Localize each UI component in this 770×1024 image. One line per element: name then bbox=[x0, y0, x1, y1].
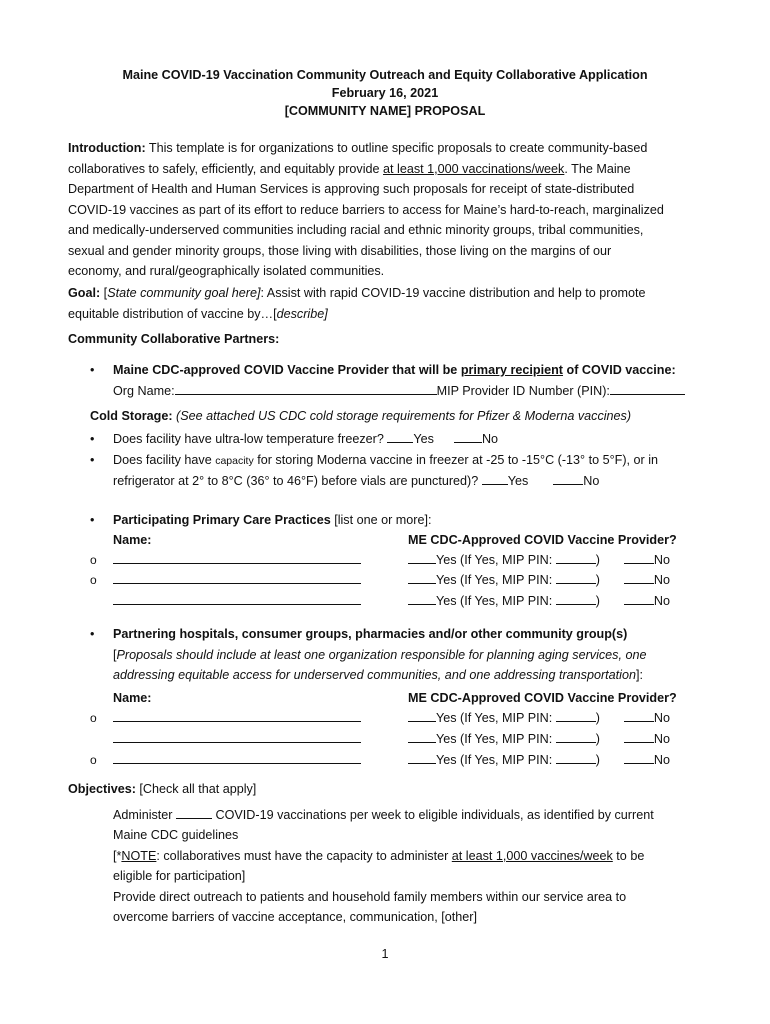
pc-close: ) bbox=[595, 594, 600, 608]
h-no-label: No bbox=[653, 732, 671, 746]
refrigerator-text: refrigerator at 2° to 8°C (36° to 46°F) before vials are punctured)? bbox=[113, 474, 479, 488]
primary-care-provider-answer bbox=[408, 591, 670, 612]
moderna-capacity-text bbox=[113, 450, 658, 472]
goal-text-1b: : Assist with rapid COVID-19 vaccine distribution and help to promote bbox=[260, 286, 646, 300]
vaccinations-count-field[interactable] bbox=[176, 805, 212, 819]
hospitals-heading: Partnering hospitals, consumer groups, pharmacies and/or other community group(s) bbox=[113, 627, 628, 641]
title-proposal: [COMMUNITY NAME] PROPOSAL bbox=[284, 104, 486, 118]
goal-placeholder: State community goal here] bbox=[107, 286, 261, 300]
hospital-name-field[interactable] bbox=[113, 750, 361, 764]
note-text-1: Proposals should include at least one organization responsible for planning aging services, one bbox=[116, 648, 647, 662]
primary-care-name-field[interactable] bbox=[113, 570, 361, 584]
primary-care-heading-row bbox=[113, 510, 432, 531]
pc-no-field[interactable] bbox=[624, 591, 654, 605]
hospital-row bbox=[113, 750, 361, 771]
intro-text-4: COVID-19 vaccines as part of its effort to reduce barriers to access for Maine’s hard-to-reach, marginalized bbox=[68, 202, 664, 217]
ultra-low-freezer-text bbox=[113, 429, 498, 450]
objectives-label: Objectives: bbox=[68, 782, 136, 796]
h-yes-label: Yes (If Yes, MIP PIN: bbox=[436, 732, 553, 746]
objective-1-text-b: COVID-19 vaccinations per week to eligible individuals, as identified by current bbox=[212, 808, 654, 822]
objective-outreach-line-2: overcome barriers of vaccine acceptance, communication, [other] bbox=[113, 910, 477, 924]
hospitals-note-line-2 bbox=[113, 665, 643, 686]
title-line-1: Maine COVID-19 Vaccination Community Outreach and Equity Collaborative Application bbox=[122, 68, 648, 82]
org-name-field[interactable] bbox=[175, 381, 437, 395]
h-yes-field[interactable] bbox=[408, 729, 436, 743]
hospitals-marker-1: o bbox=[90, 711, 97, 725]
pc-pin-field[interactable] bbox=[556, 570, 596, 584]
freezer-yes-label: Yes bbox=[413, 432, 434, 446]
introduction-label: Introduction: bbox=[68, 141, 146, 155]
h-pin-field[interactable] bbox=[556, 750, 596, 764]
document-title bbox=[0, 66, 770, 120]
mip-pin-label: MIP Provider ID Number (PIN): bbox=[436, 384, 610, 398]
bullet-icon: • bbox=[90, 513, 95, 527]
org-name-label: Org Name: bbox=[113, 384, 175, 398]
pc-yes-field[interactable] bbox=[408, 570, 436, 584]
hospital-provider-answer bbox=[408, 750, 670, 771]
intro-text-6: sexual and gender minority groups, those living with disabilities, those living on the margins of our bbox=[68, 243, 612, 258]
hospital-name-field[interactable] bbox=[113, 729, 361, 743]
hospitals-provider-column: ME CDC-Approved COVID Vaccine Provider? bbox=[408, 691, 677, 705]
hospitals-name-column: Name: bbox=[113, 691, 152, 705]
pc-pin-field[interactable] bbox=[556, 591, 596, 605]
hospitals-note-line-1 bbox=[113, 645, 646, 666]
goal-text-2a: equitable distribution of vaccine by…[ bbox=[68, 306, 277, 321]
provider-heading bbox=[113, 360, 676, 381]
pc-no-label: No bbox=[653, 553, 671, 567]
h-yes-field[interactable] bbox=[408, 708, 436, 722]
h-no-label: No bbox=[653, 753, 671, 767]
primary-care-heading: Participating Primary Care Practices bbox=[113, 513, 331, 527]
primary-care-name-field[interactable] bbox=[113, 591, 361, 605]
h-pin-field[interactable] bbox=[556, 729, 596, 743]
goal-paragraph bbox=[68, 283, 728, 324]
h-yes-field[interactable] bbox=[408, 750, 436, 764]
intro-text-7: economy, and rural/geographically isolated communities. bbox=[68, 264, 385, 278]
bullet-icon: • bbox=[90, 363, 95, 377]
note-close: ]: bbox=[635, 668, 643, 682]
intro-text-5: and medically-underserved communities including racial and ethnic minority groups, tribal communities, bbox=[68, 223, 644, 237]
primary-care-name-field[interactable] bbox=[113, 550, 361, 564]
provider-heading-text: Maine CDC-approved COVID Vaccine Provider that will be bbox=[113, 363, 461, 377]
pc-close: ) bbox=[595, 553, 600, 567]
pc-yes-label: Yes (If Yes, MIP PIN: bbox=[436, 553, 553, 567]
h-pin-field[interactable] bbox=[556, 708, 596, 722]
pc-no-field[interactable] bbox=[624, 570, 654, 584]
capacity-word: capacity bbox=[215, 455, 254, 467]
pc-pin-field[interactable] bbox=[556, 550, 596, 564]
page-number: 1 bbox=[381, 947, 389, 961]
ultra-low-freezer-label: Does facility have ultra-low temperature freezer? bbox=[113, 432, 384, 446]
h-no-field[interactable] bbox=[624, 708, 654, 722]
refrigerator-yes-label: Yes bbox=[507, 474, 529, 488]
note-text-2: addressing equitable access for underserved communities, and one addressing transportation bbox=[113, 668, 636, 682]
pc-yes-label: Yes (If Yes, MIP PIN: bbox=[436, 594, 553, 608]
note-text: : collaboratives must have the capacity to administer bbox=[156, 849, 452, 863]
primary-care-marker-1: o bbox=[90, 553, 97, 567]
pc-yes-label: Yes (If Yes, MIP PIN: bbox=[436, 573, 553, 587]
primary-recipient-text: primary recipient bbox=[460, 363, 564, 377]
cold-storage-note: (See attached US CDC cold storage requirements for Pfizer & Moderna vaccines) bbox=[172, 409, 632, 423]
primary-care-provider-answer bbox=[408, 550, 670, 571]
note-open: [* bbox=[113, 849, 122, 863]
goal-label: Goal: bbox=[68, 286, 101, 300]
freezer-yes-field[interactable] bbox=[387, 429, 413, 443]
hospital-name-field[interactable] bbox=[113, 708, 361, 722]
hospital-provider-answer bbox=[408, 708, 670, 729]
primary-care-row bbox=[113, 570, 361, 591]
hospital-row bbox=[113, 729, 361, 750]
primary-care-row bbox=[113, 591, 361, 612]
note-bracket: [ bbox=[113, 648, 117, 662]
hospital-provider-answer bbox=[408, 729, 670, 750]
h-close: ) bbox=[595, 753, 600, 767]
pc-close: ) bbox=[595, 573, 600, 587]
objective-note-line-1 bbox=[113, 846, 644, 867]
objectives-heading-row bbox=[68, 779, 256, 800]
freezer-no-label: No bbox=[481, 432, 499, 446]
objective-1-text-a: Administer bbox=[113, 808, 176, 822]
objective-outreach-line-1[interactable]: Provide direct outreach to patients and household family members within our service area to bbox=[113, 890, 627, 904]
bullet-icon: • bbox=[90, 627, 95, 641]
freezer-no-field[interactable] bbox=[454, 429, 482, 443]
intro-text-2b: . The Maine bbox=[564, 161, 631, 176]
cold-storage-row bbox=[90, 406, 631, 427]
refrigerator-row bbox=[113, 471, 599, 492]
hospital-row bbox=[113, 708, 361, 729]
h-no-field[interactable] bbox=[624, 750, 654, 764]
primary-care-name-column: Name: bbox=[113, 533, 152, 547]
refrigerator-no-field[interactable] bbox=[553, 471, 583, 485]
note-label: NOTE bbox=[121, 849, 157, 863]
hospitals-marker-3: o bbox=[90, 753, 97, 767]
refrigerator-no-label: No bbox=[583, 474, 600, 488]
pc-yes-field[interactable] bbox=[408, 550, 436, 564]
h-no-field[interactable] bbox=[624, 729, 654, 743]
goal-text: [ bbox=[100, 286, 108, 300]
primary-care-row bbox=[113, 550, 361, 571]
provider-heading-end: of COVID vaccine: bbox=[563, 363, 676, 377]
primary-care-marker-2: o bbox=[90, 573, 97, 587]
primary-care-provider-answer bbox=[408, 570, 670, 591]
refrigerator-yes-field[interactable] bbox=[482, 471, 508, 485]
cold-storage-label: Cold Storage: bbox=[90, 409, 173, 423]
mip-pin-field[interactable] bbox=[610, 381, 685, 395]
intro-text-1: This template is for organizations to outline specific proposals to create community-based bbox=[145, 141, 648, 155]
bullet-icon: • bbox=[90, 432, 95, 446]
intro-text-3: Department of Health and Human Services is approving such proposals for receipt of state-distributed bbox=[68, 182, 635, 196]
partners-heading: Community Collaborative Partners: bbox=[68, 332, 280, 346]
primary-care-suffix: [list one or more]: bbox=[330, 513, 432, 527]
h-no-label: No bbox=[653, 711, 671, 725]
capacity-text-a: Does facility have bbox=[113, 453, 216, 467]
title-date: February 16, 2021 bbox=[331, 86, 439, 100]
vaccines-week-target: at least 1,000 vaccines/week bbox=[451, 849, 613, 863]
objective-note-line-2: eligible for participation] bbox=[113, 869, 246, 883]
pc-no-field[interactable] bbox=[624, 550, 654, 564]
primary-care-provider-column: ME CDC-Approved COVID Vaccine Provider? bbox=[408, 533, 677, 547]
goal-describe-placeholder: describe] bbox=[276, 306, 328, 321]
introduction-paragraph bbox=[68, 138, 728, 282]
capacity-text-b: for storing Moderna vaccine in freezer at -25 to -15°C (-13° to 5°F), or in bbox=[253, 453, 659, 467]
objective-1-line-2: Maine CDC guidelines bbox=[113, 828, 239, 842]
note-text-end: to be bbox=[612, 849, 645, 863]
h-yes-label: Yes (If Yes, MIP PIN: bbox=[436, 753, 553, 767]
bullet-icon: • bbox=[90, 453, 95, 467]
pc-no-label: No bbox=[653, 594, 671, 608]
pc-no-label: No bbox=[653, 573, 671, 587]
intro-vaccination-target: at least 1,000 vaccinations/week bbox=[383, 161, 565, 176]
h-close: ) bbox=[595, 732, 600, 746]
h-close: ) bbox=[595, 711, 600, 725]
org-name-row bbox=[113, 381, 685, 402]
h-yes-label: Yes (If Yes, MIP PIN: bbox=[436, 711, 553, 725]
objectives-suffix: [Check all that apply] bbox=[135, 782, 257, 796]
intro-text-2a: collaboratives to safely, efficiently, and equitably provide bbox=[68, 161, 384, 176]
objective-administer[interactable] bbox=[113, 805, 654, 826]
pc-yes-field[interactable] bbox=[408, 591, 436, 605]
